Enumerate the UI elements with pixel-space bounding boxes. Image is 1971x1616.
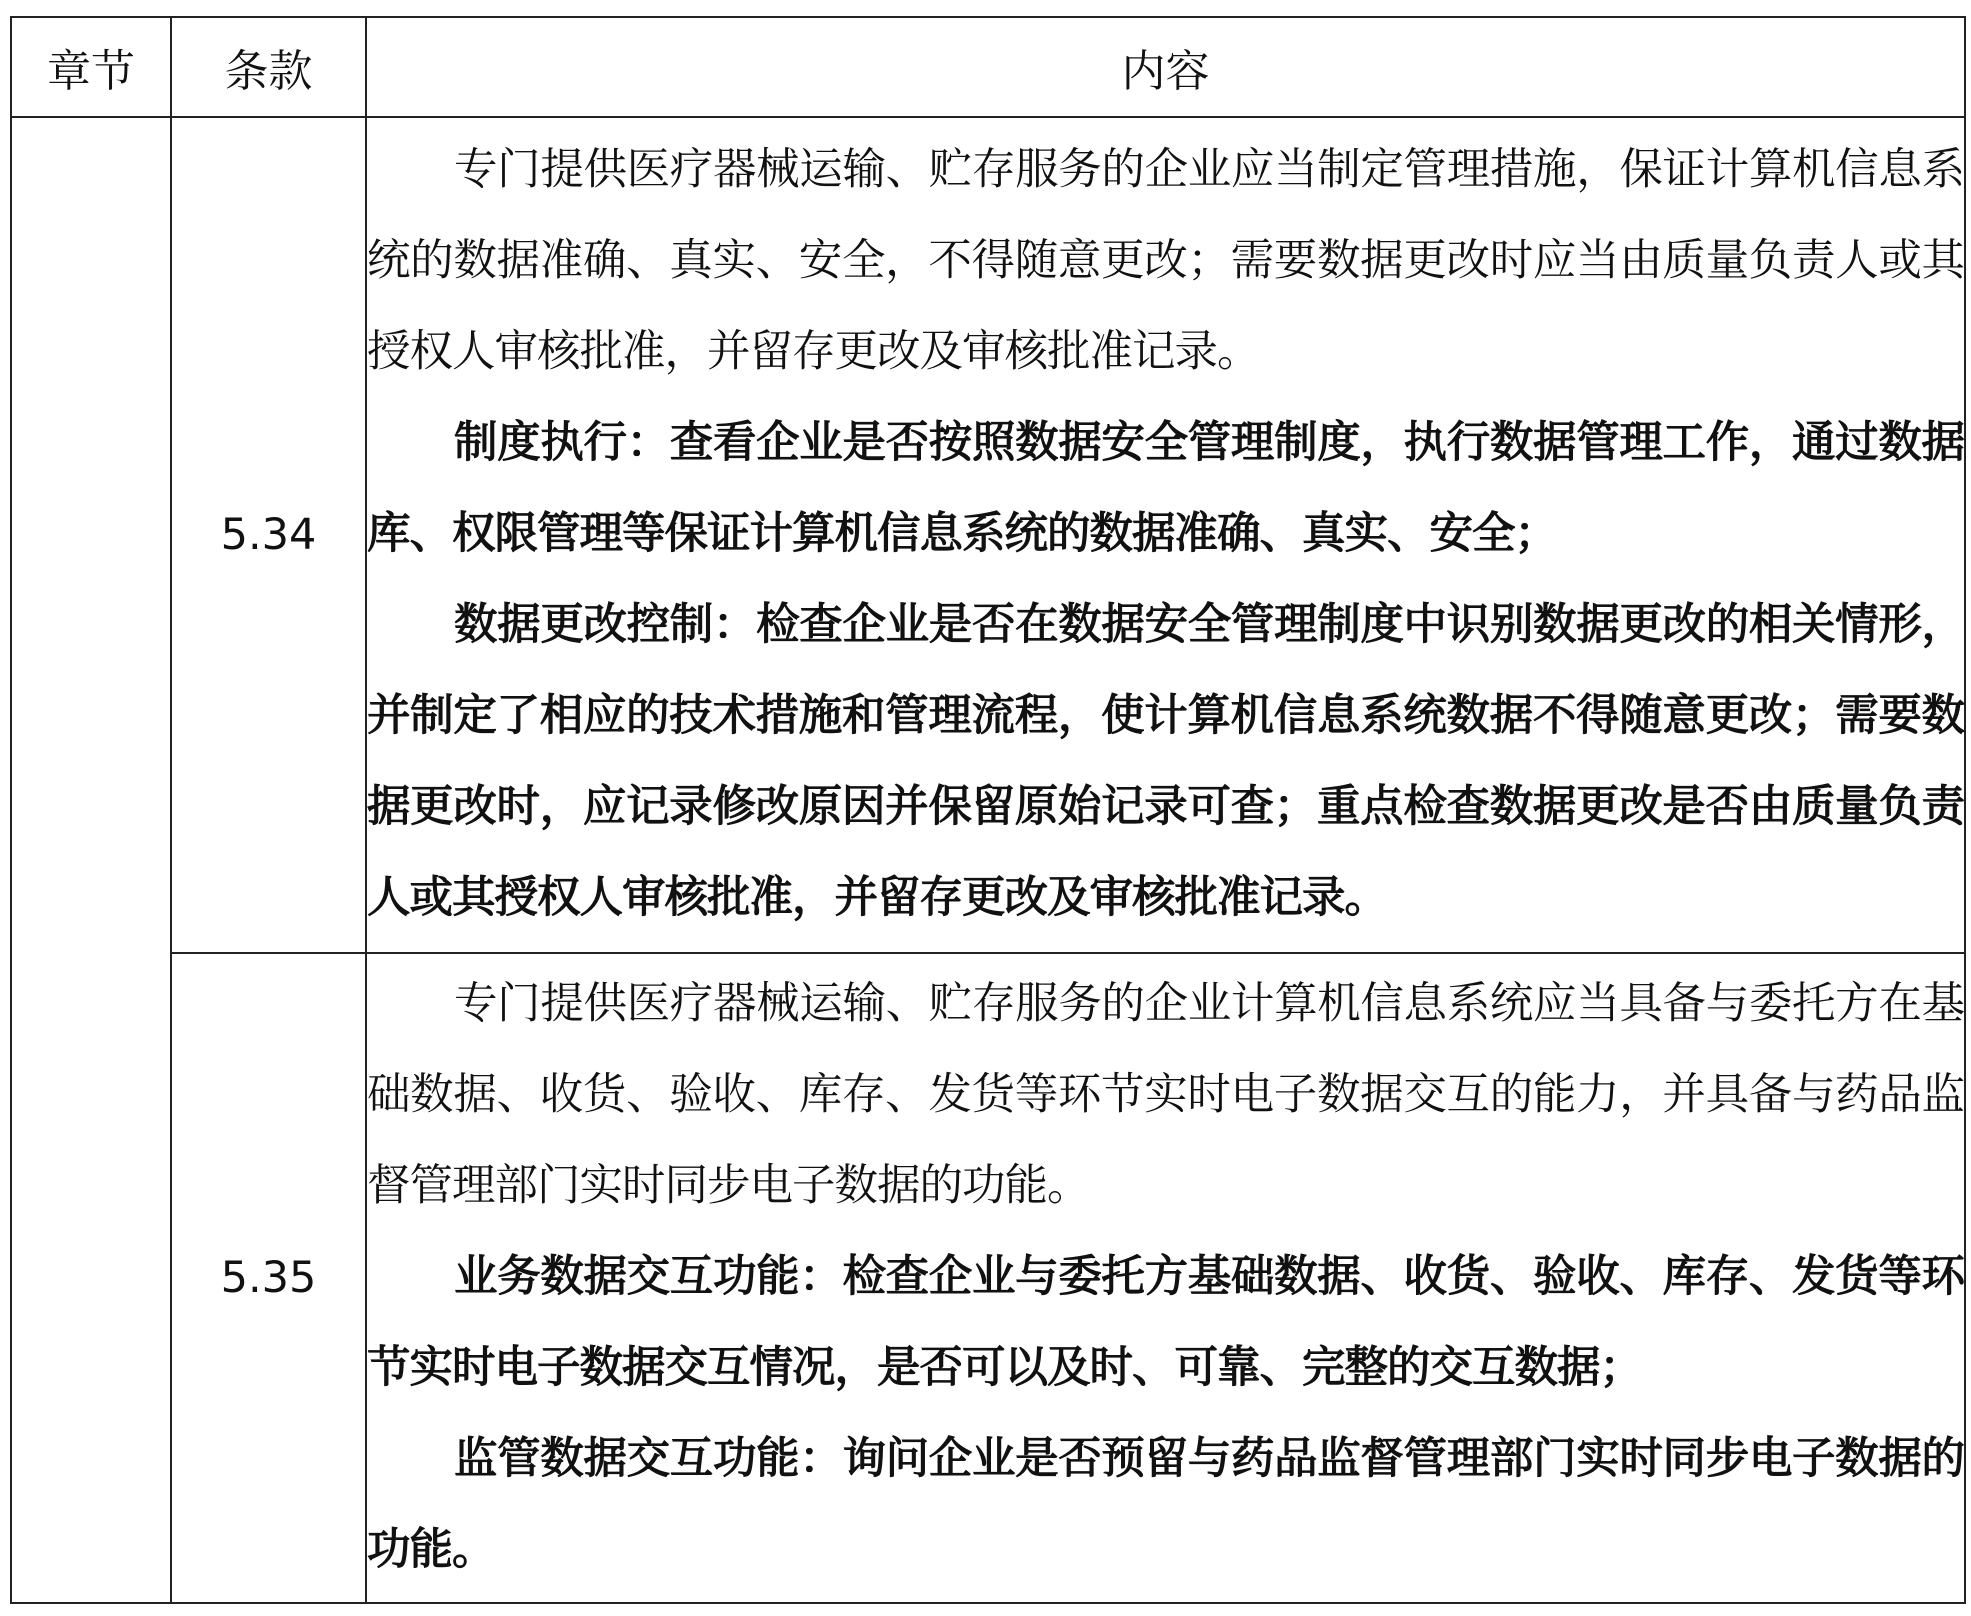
header-content: 内容 [366, 17, 1965, 117]
table-row [11, 953, 1965, 1603]
inspection-point-paragraph: 数据更改控制：检查企业是否在数据安全管理制度中识别数据更改的相关情形，并制定了相应的技术措施和管理流程，使计算机信息系统数据不得随意更改；需要数据更改时，应记录修改原因并保留原始记录可查；重点检查数据更改是否由质量负责人或其授权人审核批准，并留存更改及审核批准记录。 [367, 600, 1964, 924]
regulation-table [10, 16, 1966, 1604]
clause-cell: 5.35 [171, 953, 366, 1603]
header-clause: 条款 [171, 17, 366, 117]
requirement-paragraph: 专门提供医疗器械运输、贮存服务的企业应当制定管理措施，保证计算机信息系统的数据准确、真实、安全，不得随意更改；需要数据更改时应当由质量负责人或其授权人审核批准，并留存更改及审核批准记录。 [367, 145, 1964, 378]
table-row [11, 117, 1965, 953]
clause-cell: 5.34 [171, 117, 366, 953]
content-cell [366, 953, 1965, 1603]
header-row [11, 17, 1965, 117]
chapter-cell [11, 117, 171, 1603]
requirement-paragraph: 专门提供医疗器械运输、贮存服务的企业计算机信息系统应当具备与委托方在基础数据、收货、验收、库存、发货等环节实时电子数据交互的能力，并具备与药品监督管理部门实时同步电子数据的功能。 [367, 979, 1964, 1212]
inspection-point-paragraph: 监管数据交互功能：询问企业是否预留与药品监督管理部门实时同步电子数据的功能。 [367, 1434, 1964, 1576]
inspection-point-paragraph: 业务数据交互功能：检查企业与委托方基础数据、收货、验收、库存、发货等环节实时电子数据交互情况，是否可以及时、可靠、完整的交互数据； [367, 1252, 1964, 1394]
header-chapter: 章节 [11, 17, 171, 117]
content-cell [366, 117, 1965, 953]
inspection-point-paragraph: 制度执行：查看企业是否按照数据安全管理制度，执行数据管理工作，通过数据库、权限管理等保证计算机信息系统的数据准确、真实、安全； [367, 418, 1964, 560]
